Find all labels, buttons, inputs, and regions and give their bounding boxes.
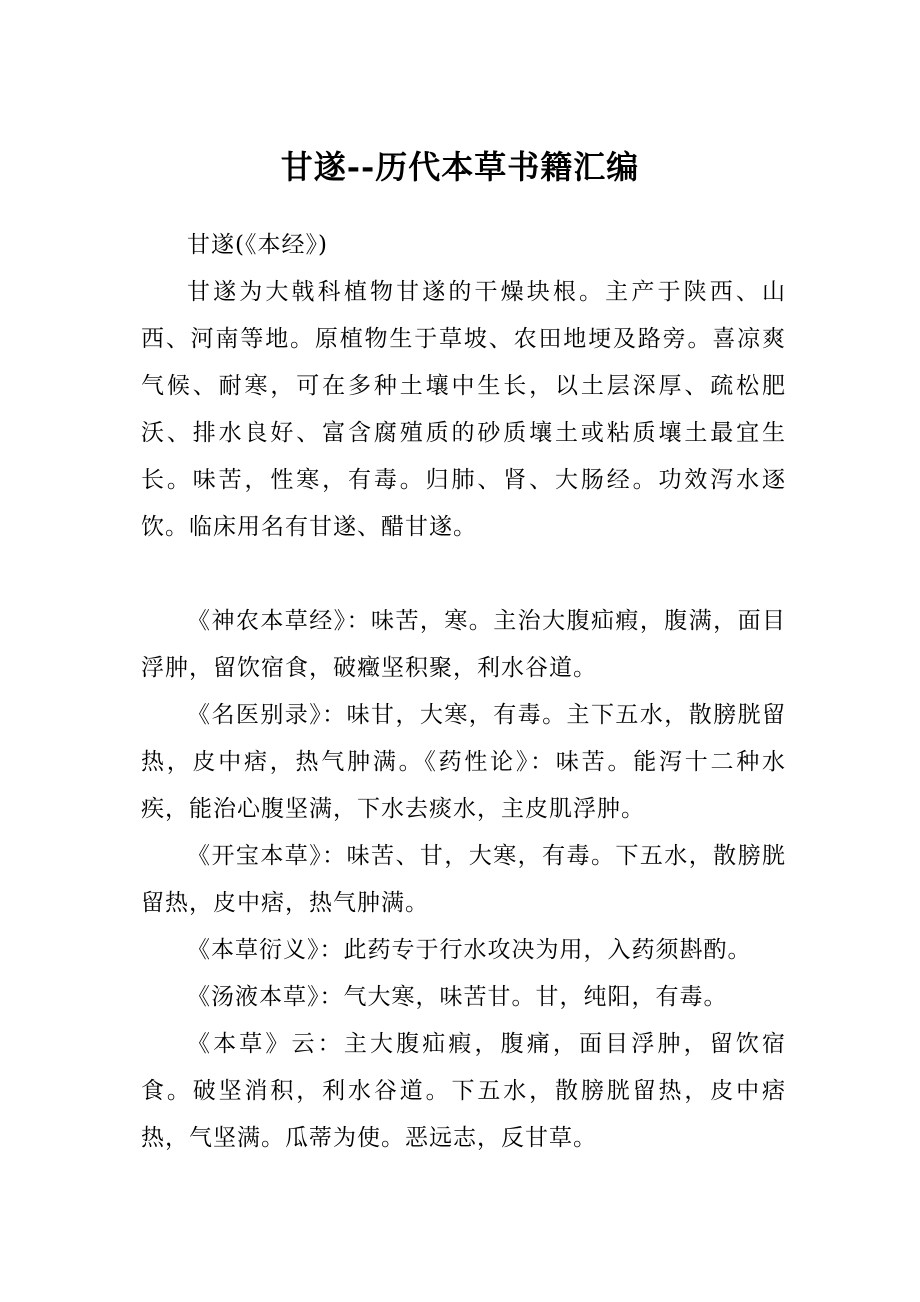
paragraph-bencao: 《本草》云：主大腹疝瘕，腹痛，面目浮肿，留饮宿食。破坚消积，利水谷道。下五水，散膀胱留热，皮中痞热，气坚满。瓜蒂为使。恶远志，反甘草。 — [141, 1031, 786, 1151]
document-title: 甘遂--历代本草书籍汇编 — [280, 148, 640, 186]
document-body — [141, 222, 786, 1162]
paragraph-intro: 甘遂为大戟科植物甘遂的干燥块根。主产于陕西、山西、河南等地。原植物生于草坡、农田地埂及路旁。喜凉爽气候、耐寒，可在多种土壤中生长，以土层深厚、疏松肥沃、排水良好、富含腐殖质的砂质壤土或粘质壤土最宜生长。味苦，性寒，有毒。归肺、肾、大肠经。功效泻水逐饮。临床用名有甘遂、醋甘遂。 — [141, 279, 786, 540]
paragraph-heading: 甘遂(《本经》) — [187, 232, 328, 258]
paragraph-yanyi: 《本草衍义》：此药专于行水攻决为用，入药须斟酌。 — [187, 937, 752, 963]
paragraph-kaibao: 《开宝本草》：味苦、甘，大寒，有毒。下五水，散膀胱留热，皮中痞，热气肿满。 — [141, 843, 786, 916]
paragraph-spacer — [141, 551, 786, 598]
paragraph-tangye: 《汤液本草》：气大寒，味苦甘。甘，纯阳，有毒。 — [187, 984, 728, 1010]
paragraph-shennong: 《神农本草经》：味苦，寒。主治大腹疝瘕，腹满，面目浮肿，留饮宿食，破癥坚积聚，利水谷道。 — [141, 608, 786, 681]
paragraph-mingyi: 《名医别录》：味甘，大寒，有毒。主下五水，散膀胱留热，皮中痞，热气肿满。《药性论》：味苦。能泻十二种水疾，能治心腹坚满，下水去痰水，主皮肌浮肿。 — [141, 702, 786, 822]
